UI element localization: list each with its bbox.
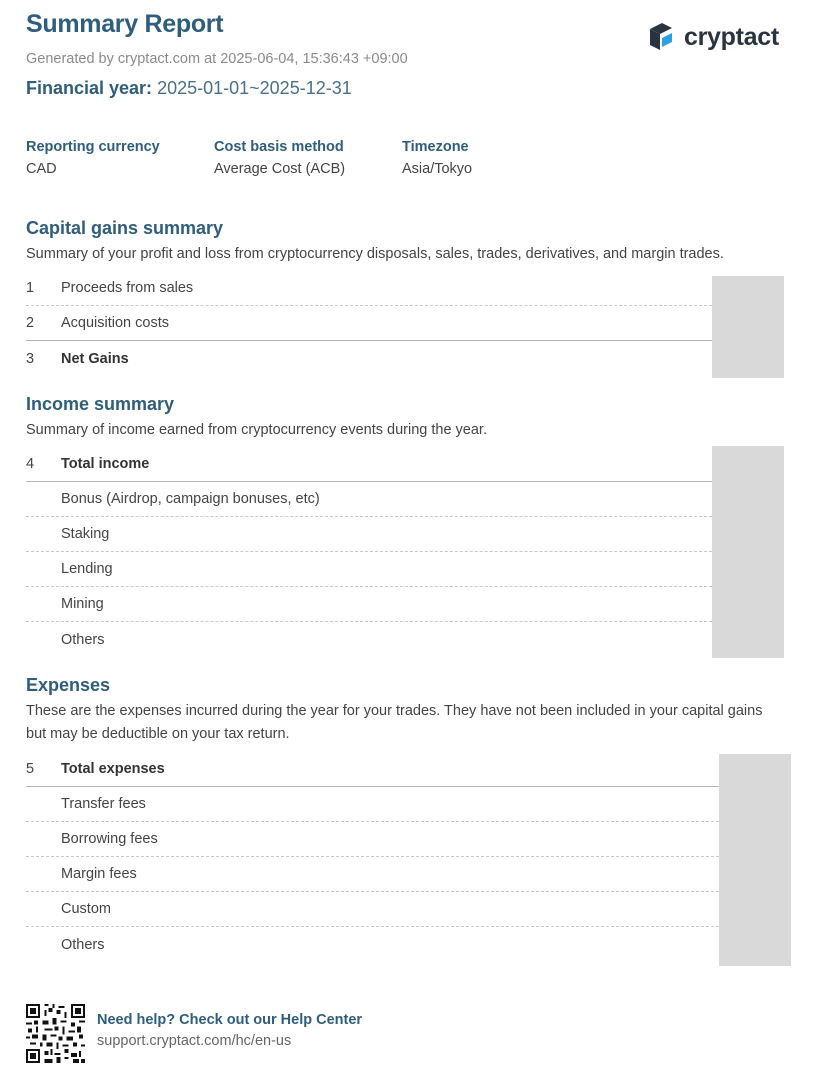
row-number: 3 [26,350,35,367]
meta-value: Asia/Tokyo [402,161,473,177]
help-text [97,1012,362,1049]
meta-reporting-currency [26,139,214,177]
table-row [26,822,719,857]
meta-value: Average Cost (ACB) [214,161,346,177]
section-title: Capital gains summary [26,218,224,238]
row-label: Net Gains [61,350,129,367]
row-label: Lending [61,561,113,577]
meta-value: CAD [26,161,57,177]
row-number: 5 [26,761,35,777]
financial-year-label: Financial year: [26,78,153,98]
logo-wordmark: cryptact [684,22,779,51]
financial-year [26,78,352,99]
income-section [26,394,781,442]
row-number: 1 [26,280,35,296]
row-number: 4 [26,456,35,472]
capital-gains-section [26,218,781,266]
row-label: Total income [61,456,150,472]
financial-year-value: 2025-01-01~2025-12-31 [157,78,352,98]
capital-values-redacted [712,276,784,378]
row-label: Custom [61,901,111,917]
table-row [26,892,719,927]
capital-gains-table [26,271,712,376]
row-label: Borrowing fees [61,831,158,847]
section-title: Income summary [26,394,175,414]
row-label: Staking [61,526,110,542]
row-label: Acquisition costs [61,315,169,331]
report-settings [26,139,590,177]
row-label: Proceeds from sales [61,280,194,296]
table-row [26,447,712,482]
table-row [26,787,719,822]
section-title: Expenses [26,675,111,695]
table-row [26,752,719,787]
row-label: Transfer fees [61,796,146,812]
table-row [26,587,712,622]
cryptact-logo [648,22,779,52]
row-label: Others [61,631,105,648]
expenses-section [26,675,781,746]
page-title: Summary Report [26,10,224,38]
qr-code-icon [26,1004,85,1063]
income-values-redacted [712,446,784,658]
table-row [26,622,712,657]
section-description: Summary of income earned from cryptocurrency events during the year. [26,422,487,438]
generated-timestamp: Generated by cryptact.com at 2025-06-04, 15:36:43 +09:00 [26,51,408,67]
row-label: Margin fees [61,866,137,882]
section-description: Summary of your profit and loss from cryptocurrency disposals, sales, trades, derivatives, and margin trades. [26,246,724,262]
table-row [26,306,712,341]
table-row [26,857,719,892]
expenses-values-redacted [719,754,791,966]
help-center-link[interactable]: support.cryptact.com/hc/en-us [97,1033,292,1049]
table-row [26,341,712,376]
row-label: Mining [61,596,104,612]
row-label: Total expenses [61,761,165,777]
income-table [26,447,712,657]
table-row [26,271,712,306]
help-center-footer [26,1004,362,1063]
meta-label: Reporting currency [26,139,160,155]
table-row [26,927,719,962]
cryptact-cube-icon [648,22,674,52]
table-row [26,482,712,517]
help-center-title[interactable]: Need help? Check out our Help Center [97,1012,363,1028]
table-row [26,552,712,587]
meta-cost-basis [214,139,402,177]
meta-label: Cost basis method [214,139,344,155]
row-number: 2 [26,315,35,331]
row-label: Bonus (Airdrop, campaign bonuses, etc) [61,491,320,507]
expenses-table [26,752,719,962]
meta-label: Timezone [402,139,469,155]
row-label: Others [61,936,105,953]
section-description: These are the expenses incurred during the year for your trades. They have not been included in your capital gains but may be deductible on your tax return. [26,703,763,742]
table-row [26,517,712,552]
meta-timezone [402,139,590,177]
